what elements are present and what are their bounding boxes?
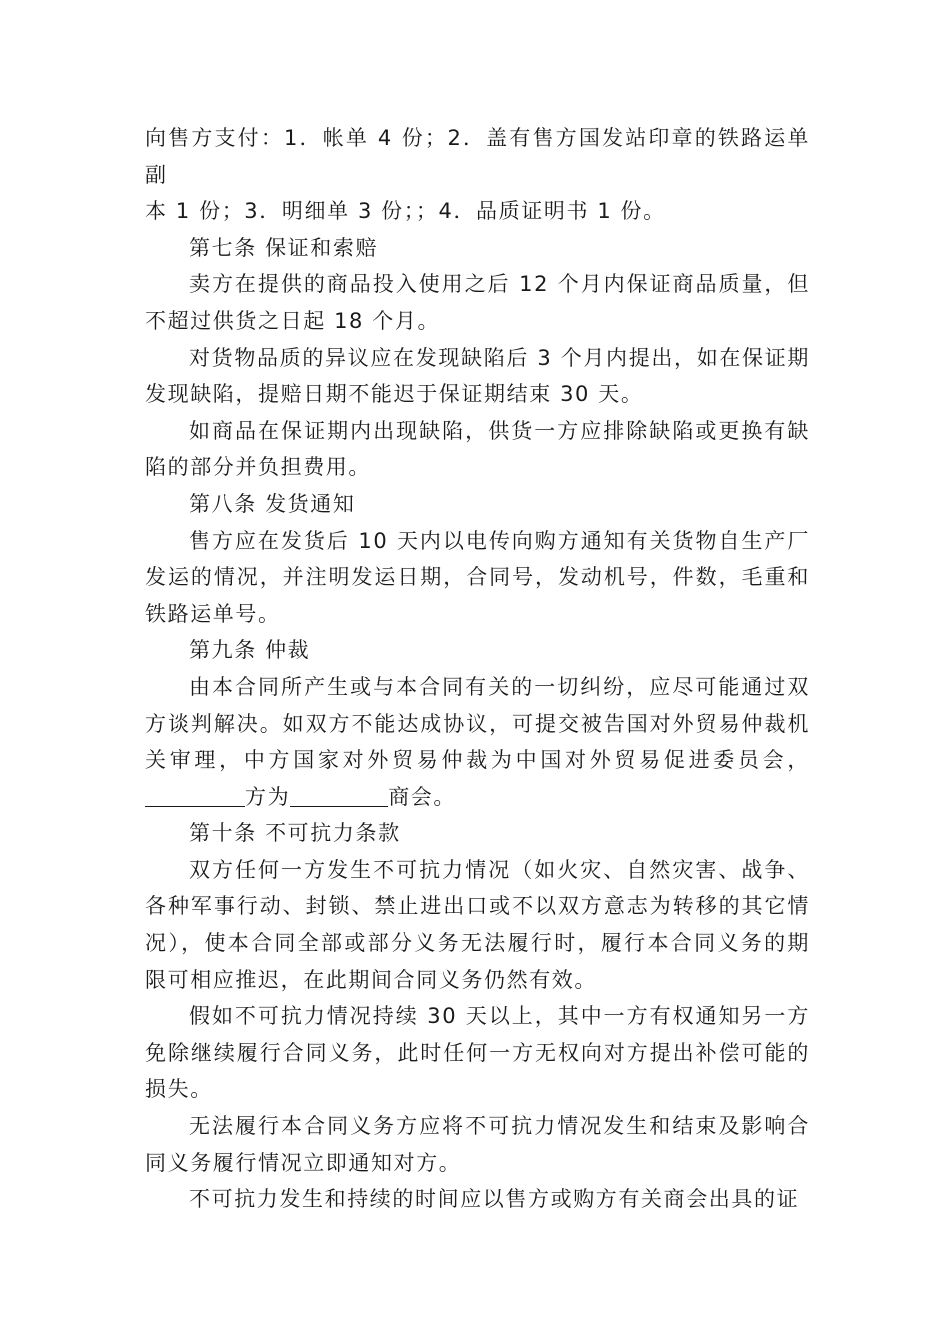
article-7-defect-remedy: 如商品在保证期内出现缺陷，供货一方应排除缺陷或更换有缺陷的部分并负担费用。 bbox=[145, 418, 810, 480]
article-10-certificate: 不可抗力发生和持续的时间应以售方或购方有关商会出具的证 bbox=[189, 1187, 800, 1212]
article-10-heading: 第十条 不可抗力条款 bbox=[189, 821, 401, 846]
article-9-arbitration bbox=[145, 669, 810, 815]
document-body bbox=[145, 120, 810, 1218]
blank-country-field-part-2 bbox=[203, 784, 245, 807]
payment-documents-line-1: 向售方支付：1．帐单 4 份；2．盖有售方国发站印章的铁路运单副 bbox=[145, 126, 810, 187]
article-7-quality-objection: 对货物品质的异议应在发现缺陷后 3 个月内提出，如在保证期发现缺陷，提赔日期不能迟于保证期结束 30 天。 bbox=[145, 345, 810, 407]
article-8-shipment-notice: 售方应在发货后 10 天内以电传向购方通知有关货物自生产厂发运的情况，并注明发运日期，合同号，发动机号，件数，毛重和铁路运单号。 bbox=[145, 528, 810, 626]
blank-country-field-part-1 bbox=[145, 784, 203, 807]
article-8-heading: 第八条 发货通知 bbox=[189, 491, 356, 516]
article-9-text: 由本合同所产生或与本合同有关的一切纠纷，应尽可能通过双方谈判解决。如双方不能达成协议，可提交被告国对外贸易仲裁机关审理，中方国家对外贸易仲裁为中国对外贸易促进委员会， bbox=[145, 674, 810, 773]
payment-documents-paragraph bbox=[145, 120, 810, 230]
article-10-notification: 无法履行本合同义务方应将不可抗力情况发生和结束及影响合同义务履行情况立即通知对方。 bbox=[145, 1114, 810, 1175]
article-9-end: 商会。 bbox=[388, 784, 457, 809]
article-10-duration-termination: 假如不可抗力情况持续 30 天以上，其中一方有权通知另一方免除继续履行合同义务，此时任何一方无权向对方提出补偿可能的损失。 bbox=[145, 1004, 810, 1102]
article-9-heading: 第九条 仲裁 bbox=[189, 638, 311, 663]
article-7-heading: 第七条 保证和索赔 bbox=[189, 235, 379, 260]
blank-chamber-field bbox=[290, 784, 388, 807]
article-9-party-label: 方为 bbox=[245, 784, 291, 809]
article-7-warranty-period: 卖方在提供的商品投入使用之后 12 个月内保证商品质量，但不超过供货之日起 18 个月。 bbox=[145, 272, 810, 333]
payment-documents-line-2: 本 1 份；3．明细单 3 份；；4．品质证明书 1 份。 bbox=[145, 199, 666, 224]
article-10-force-majeure-definition: 双方任何一方发生不可抗力情况（如火灾、自然灾害、战争、各种军事行动、封锁、禁止进出口或不以双方意志为转移的其它情况），使本合同全部或部分义务无法履行时，履行本合同义务的期限可相应推迟，在此期间合同义务仍然有效。 bbox=[145, 857, 810, 992]
